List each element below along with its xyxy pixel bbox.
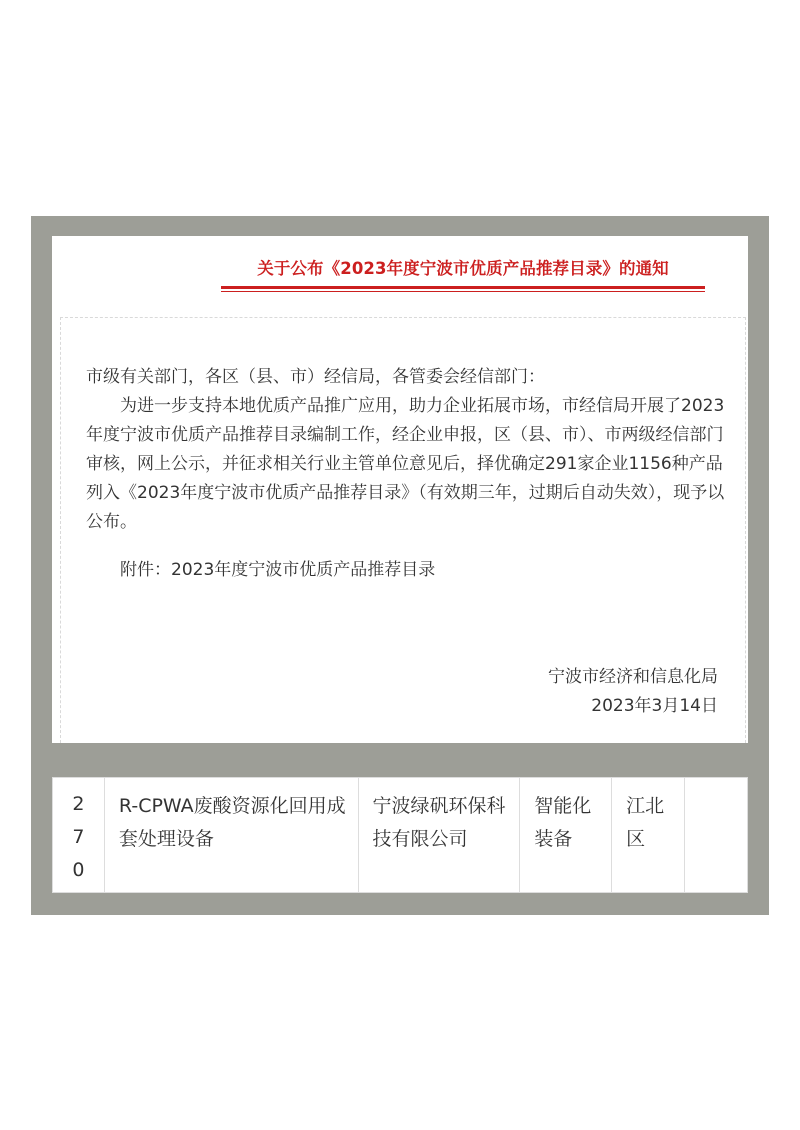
product-name-cell: R-CPWA废酸资源化回用成套处理设备 [104,778,358,893]
title-underline-thin [221,291,705,292]
row-number-digit: 2 [72,793,85,815]
title-underline-thick [221,286,705,289]
notice-issuer: 宁波市经济和信息化局 [548,667,718,687]
row-number-cell [53,778,105,893]
notice-attachment: 附件：2023年度宁波市优质产品推荐目录 [120,560,436,580]
notice-salutation: 市级有关部门，各区（县、市）经信局，各管委会经信部门： [86,367,545,387]
extra-cell [685,778,748,893]
notice-date: 2023年3月14日 [591,696,718,716]
product-table-panel [52,777,748,893]
notice-paragraph: 为进一步支持本地优质产品推广应用，助力企业拓展市场，市经信局开展了2023年度宁波市优质产品推荐目录编制工作，经企业申报，区（县、市）、市两级经信部门审核，网上公示，并征求相关行业主管单位意见后，择优确定291家企业1156种产品列入《2023年度宁波市优质产品推荐目录》（有效期三年，过期后自动失效），现予以公布。 [86,396,725,532]
notice-body [86,363,726,585]
company-cell: 宁波绿矾环保科技有限公司 [358,778,520,893]
row-number-digit: 0 [72,859,85,881]
district-cell: 江北区 [612,778,685,893]
notice-title-block [221,258,705,294]
table-row [53,778,748,893]
notice-title: 关于公布《2023年度宁波市优质产品推荐目录》的通知 [257,259,669,278]
notice-signature [548,663,718,721]
product-table [52,777,748,893]
notice-panel [52,236,748,743]
category-cell: 智能化装备 [520,778,612,893]
row-number-digit: 7 [72,826,85,848]
